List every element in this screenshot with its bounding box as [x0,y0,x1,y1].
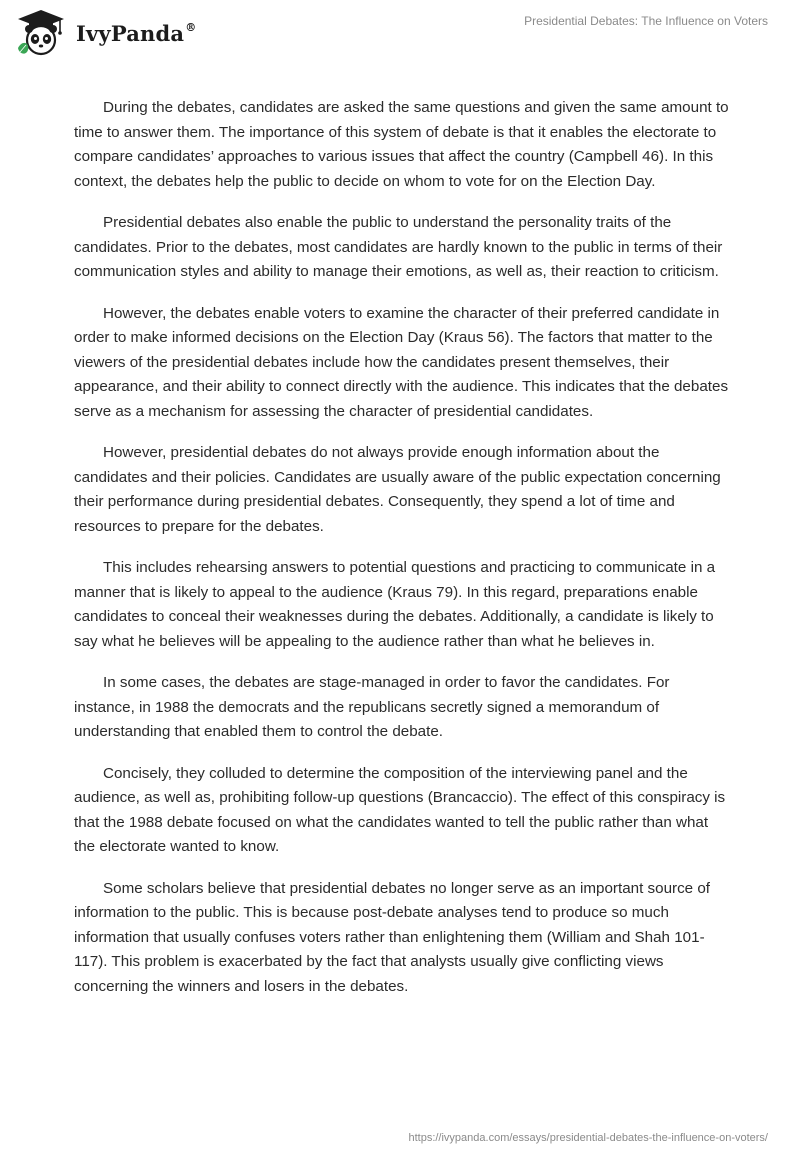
paragraph-8: Some scholars believe that presidential debates no longer serve as an important source of information to the public. This is because post-debate analyses tend to produce so much information that usually confuses voters rather than enlightening them (William and Shah 101-117). This problem is exacerbated by the fact that analysts usually give conflicting views concerning the winners and losers in the debates. [74,879,711,995]
page-header [0,0,800,72]
logo-wordmark: IvyPanda® [76,20,197,46]
ivypanda-logo[interactable] [14,8,196,58]
essay-body [74,96,730,1016]
panda-graduate-icon [14,8,68,58]
paragraph-1: During the debates, candidates are asked the same questions and given the same amount to time to answer them. The importance of this system of debate is that it enables the electorate to compare candidates’ approaches to various issues that affect the country (Campbell 46). In this context, the debates help the public to decide on whom to vote for on the Election Day. [74,99,729,190]
document-title: Presidential Debates: The Influence on Voters [524,14,768,28]
paragraph-2: Presidential debates also enable the public to understand the personality traits of the candidates. Prior to the debates, most candidates are hardly known to the public in terms of their communication styles and ability to manage their emotions, as well as, their reaction to criticism. [74,214,723,280]
source-url-link[interactable]: https://ivypanda.com/essays/presidential-debates-the-influence-on-voters/ [408,1132,768,1144]
paragraph-5: This includes rehearsing answers to potential questions and practicing to communicate in a manner that is likely to appeal to the audience (Kraus 79). In this regard, preparations enable candidates to conceal their weaknesses during the debates. Additionally, a candidate is likely to say what he believes will be appealing to the audience rather than what he believes in. [74,559,716,650]
paragraph-3: However, the debates enable voters to examine the character of their preferred candidate in order to make informed decisions on the Election Day (Kraus 56). The factors that matter to the viewers of the presidential debates include how the candidates present themselves, their appearance, and their ability to connect directly with the audience. This indicates that the debates serve as a mechanism for assessing the character of presidential candidates. [74,304,729,420]
paragraph-7: Concisely, they colluded to determine the composition of the interviewing panel and the audience, as well as, prohibiting follow-up questions (Brancaccio). The effect of this conspiracy is that the 1988 debate focused on what the candidates wanted to tell the public rather than what the electorate wanted to know. [74,764,726,855]
paragraph-4: However, presidential debates do not always provide enough information about the candidates and their policies. Candidates are usually aware of the public expectation concerning their performance during presidential debates. Consequently, they spend a lot of time and resources to prepare for the debates. [74,444,721,535]
paragraph-6: In some cases, the debates are stage-managed in order to favor the candidates. For instance, in 1988 the democrats and the republicans secretly signed a memorandum of understanding that enabled them to control the debate. [74,674,670,740]
